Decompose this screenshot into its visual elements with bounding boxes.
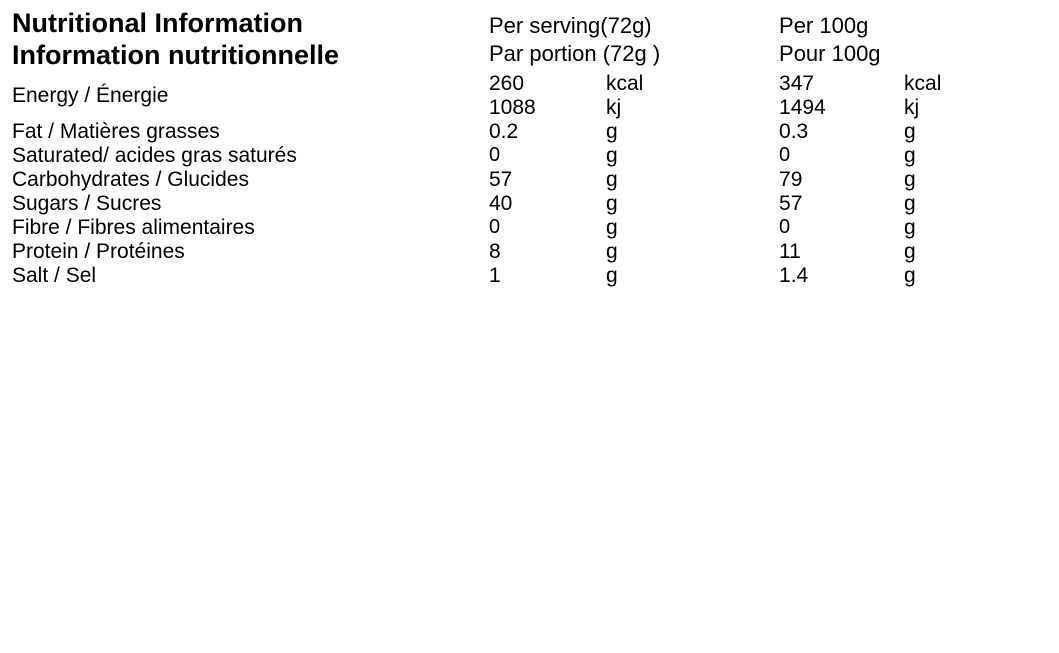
cell-energy-kj-serving-unit: kj <box>606 95 622 119</box>
header-per-serving-fr: Par portion (72g ) <box>489 40 661 66</box>
cell-carbohydrates-100g: 79 <box>779 167 803 191</box>
nutrition-label-document <box>0 8 1059 653</box>
cell-sugars-100g: 57 <box>779 191 803 215</box>
header-per-100g-en: Per 100g <box>779 12 869 38</box>
cell-sugars-serving-unit: g <box>606 191 618 215</box>
cell-energy-kcal-100g: 347 <box>779 71 815 95</box>
cell-carbohydrates-100g-unit: g <box>904 167 916 191</box>
cell-carbohydrates-serving: 57 <box>489 167 513 191</box>
cell-salt-serving: 1 <box>489 263 501 287</box>
cell-fibre-serving-unit: g <box>606 215 618 239</box>
header-title-fr: Information nutritionnelle <box>12 39 339 70</box>
cell-fat-serving: 0.2 <box>489 119 519 143</box>
header-title-en: Nutritional Information <box>12 8 303 38</box>
table-row <box>12 120 1047 144</box>
cell-saturated-100g: 0 <box>779 144 791 167</box>
cell-energy-kj-100g-unit: kj <box>904 95 920 119</box>
cell-fat-serving-unit: g <box>606 119 618 143</box>
cell-fibre-100g-unit: g <box>904 215 916 239</box>
row-label-energy: Energy / Énergie <box>12 83 169 107</box>
cell-sugars-100g-unit: g <box>904 191 916 215</box>
cell-salt-100g: 1.4 <box>779 263 809 287</box>
table-row <box>12 240 1047 264</box>
table-row <box>12 168 1047 192</box>
cell-fibre-serving: 0 <box>489 216 501 239</box>
row-label-carbohydrates: Carbohydrates / Glucides <box>12 167 249 191</box>
nutrition-table <box>12 8 1047 288</box>
cell-carbohydrates-serving-unit: g <box>606 167 618 191</box>
cell-fibre-100g: 0 <box>779 216 791 239</box>
cell-salt-100g-unit: g <box>904 263 916 287</box>
row-label-sugars: Sugars / Sucres <box>12 191 162 215</box>
row-label-protein: Protein / Protéines <box>12 239 185 263</box>
cell-energy-kcal-serving-unit: kcal <box>606 71 644 95</box>
cell-saturated-serving-unit: g <box>606 143 618 167</box>
header-per-serving-cell <box>489 8 779 72</box>
cell-energy-kj-serving: 1088 <box>489 95 536 119</box>
cell-salt-serving-unit: g <box>606 263 618 287</box>
cell-fat-100g-unit: g <box>904 119 916 143</box>
table-row <box>12 264 1047 288</box>
row-label-fat: Fat / Matières grasses <box>12 119 220 143</box>
table-row <box>12 192 1047 216</box>
header-title-cell <box>12 8 489 72</box>
cell-energy-kj-100g: 1494 <box>779 95 826 119</box>
cell-saturated-100g-unit: g <box>904 143 916 167</box>
cell-protein-serving-unit: g <box>606 239 618 263</box>
cell-sugars-serving: 40 <box>489 191 513 215</box>
table-row <box>12 216 1047 240</box>
cell-fat-100g: 0.3 <box>779 119 809 143</box>
cell-energy-kcal-serving: 260 <box>489 71 525 95</box>
row-label-fibre: Fibre / Fibres alimentaires <box>12 215 255 239</box>
cell-protein-serving: 8 <box>489 239 501 263</box>
header-per-serving-en: Per serving(72g) <box>489 12 652 38</box>
table-header-row <box>12 8 1047 72</box>
table-row <box>12 144 1047 168</box>
cell-protein-100g-unit: g <box>904 239 916 263</box>
table-row <box>12 72 1047 96</box>
header-per-100g-fr: Pour 100g <box>779 40 881 66</box>
cell-saturated-serving: 0 <box>489 144 501 167</box>
cell-energy-kcal-100g-unit: kcal <box>904 71 942 95</box>
row-label-saturated: Saturated/ acides gras saturés <box>12 143 297 167</box>
header-per-100g-cell <box>779 8 1047 72</box>
cell-protein-100g: 11 <box>779 239 801 263</box>
row-label-salt: Salt / Sel <box>12 263 97 287</box>
